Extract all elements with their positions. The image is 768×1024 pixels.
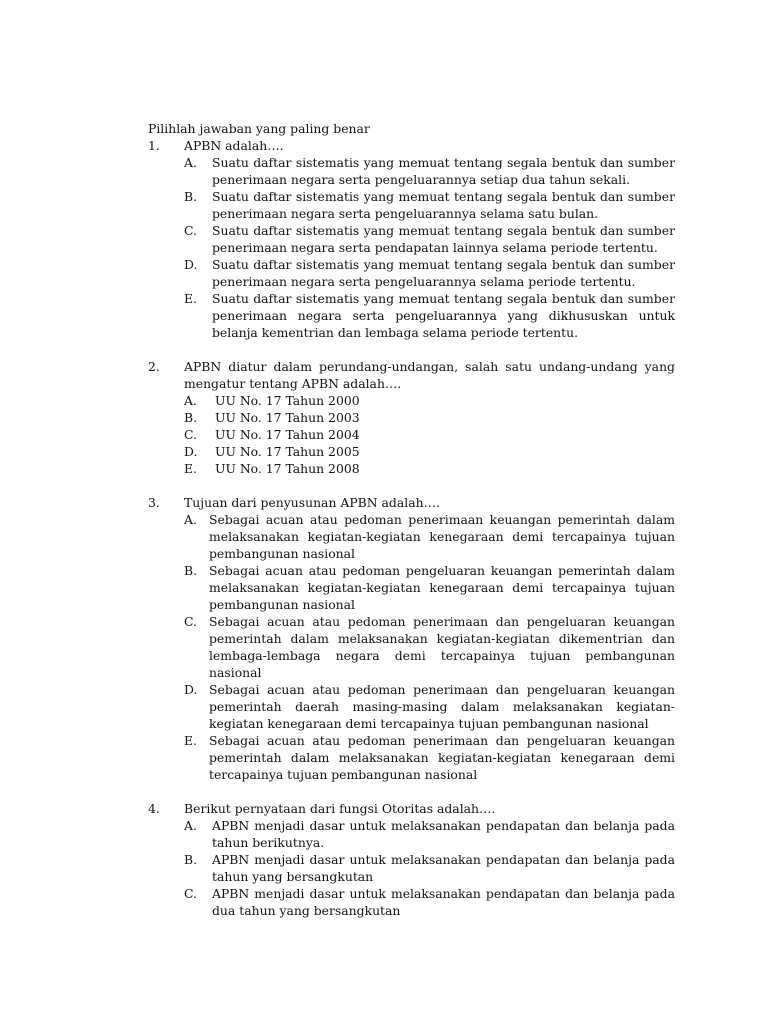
option-text: Suatu daftar sistematis yang memuat tentang segala bentuk dan sumber penerimaan negara serta pengeluarannya setiap dua tahun sekali. (212, 155, 675, 187)
option-letter: D. (184, 444, 198, 459)
option-list (184, 392, 675, 477)
option-b (184, 188, 675, 222)
question-2 (148, 358, 675, 477)
option-text: APBN menjadi dasar untuk melaksanakan pendapatan dan belanja pada dua tahun yang bersangkutan (212, 886, 675, 918)
question-3 (148, 494, 675, 783)
option-letter: B. (184, 563, 198, 578)
option-letter: E. (184, 291, 197, 306)
option-letter: C. (184, 886, 197, 901)
quiz-content (148, 120, 675, 919)
option-a (184, 817, 675, 851)
option-c (184, 885, 675, 919)
option-c (184, 426, 675, 443)
option-letter: A. (184, 818, 197, 833)
option-letter: B. (184, 189, 198, 204)
question-number: 2. (148, 359, 160, 374)
option-d (184, 256, 675, 290)
question-4 (148, 800, 675, 919)
option-b (184, 562, 675, 613)
option-e (184, 460, 675, 477)
option-list (184, 817, 675, 919)
option-letter: D. (184, 682, 198, 697)
option-list (184, 511, 675, 783)
option-text: Suatu daftar sistematis yang memuat tentang segala bentuk dan sumber penerimaan negara serta pengeluarannya yang dikhususkan untuk belanja kementrian dan lembaga selama periode tertentu. (212, 291, 675, 340)
question-body (184, 800, 675, 919)
option-c (184, 613, 675, 681)
question-number: 4. (148, 801, 160, 816)
option-letter: D. (184, 257, 198, 272)
option-text: APBN menjadi dasar untuk melaksanakan pendapatan dan belanja pada tahun berikutnya. (212, 818, 675, 850)
option-a (184, 392, 675, 409)
option-b (184, 851, 675, 885)
option-text: UU No. 17 Tahun 2005 (215, 444, 360, 459)
option-text: Suatu daftar sistematis yang memuat tentang segala bentuk dan sumber penerimaan negara serta pendapatan lainnya selama periode tertentu. (212, 223, 675, 255)
option-c (184, 222, 675, 256)
question-number: 3. (148, 495, 160, 510)
option-d (184, 443, 675, 460)
option-letter: C. (184, 614, 197, 629)
option-e (184, 732, 675, 783)
option-letter: A. (184, 155, 197, 170)
option-text: Sebagai acuan atau pedoman penerimaan dan pengeluaran keuangan pemerintah dalam melaksanakan kegiatan-kegiatan kenegaraan demi tercapainya tujuan pembangunan nasional (209, 733, 675, 782)
question-body (184, 358, 675, 477)
option-text: APBN menjadi dasar untuk melaksanakan pendapatan dan belanja pada tahun yang bersangkutan (212, 852, 675, 884)
option-letter: A. (184, 512, 197, 527)
option-a (184, 154, 675, 188)
question-body (184, 137, 675, 341)
option-text: UU No. 17 Tahun 2008 (215, 461, 360, 476)
question-1 (148, 137, 675, 341)
option-text: Sebagai acuan atau pedoman penerimaan keuangan pemerintah dalam melaksanakan kegiatan-kegiatan kenegaraan demi tercapainya tujuan pembangunan nasional (209, 512, 675, 561)
option-list (184, 154, 675, 341)
option-letter: A. (184, 393, 197, 408)
question-stem: Tujuan dari penyusunan APBN adalah…. (184, 495, 440, 510)
option-b (184, 409, 675, 426)
option-text: Suatu daftar sistematis yang memuat tentang segala bentuk dan sumber penerimaan negara serta pengeluarannya selama periode tertentu. (212, 257, 675, 289)
option-text: Suatu daftar sistematis yang memuat tentang segala bentuk dan sumber penerimaan negara serta pengeluarannya selama satu bulan. (212, 189, 675, 221)
option-text: Sebagai acuan atau pedoman penerimaan dan pengeluaran keuangan pemerintah dalam melaksanakan kegiatan-kegiatan dikementrian dan lembaga-lembaga negara demi tercapainya tujuan pembangunan nasional (209, 614, 675, 680)
option-e (184, 290, 675, 341)
question-stem: APBN diatur dalam perundang-undangan, salah satu undang-undang yang mengatur tentang APBN adalah…. (184, 359, 675, 391)
option-text: UU No. 17 Tahun 2004 (215, 427, 360, 442)
option-letter: B. (184, 410, 198, 425)
option-letter: C. (184, 427, 197, 442)
option-text: Sebagai acuan atau pedoman pengeluaran keuangan pemerintah dalam melaksanakan kegiatan-kegiatan kenegaraan demi tercapainya tujuan pembangunan nasional (209, 563, 675, 612)
option-letter: E. (184, 733, 197, 748)
option-a (184, 511, 675, 562)
option-text: UU No. 17 Tahun 2003 (215, 410, 360, 425)
option-letter: B. (184, 852, 198, 867)
question-number: 1. (148, 138, 160, 153)
instruction-text: Pilihlah jawaban yang paling benar (148, 121, 370, 136)
question-stem: Berikut pernyataan dari fungsi Otoritas adalah…. (184, 801, 496, 816)
option-letter: E. (184, 461, 197, 476)
option-text: UU No. 17 Tahun 2000 (215, 393, 360, 408)
option-text: Sebagai acuan atau pedoman penerimaan dan pengeluaran keuangan pemerintah daerah masing-masing dalam melaksanakan kegiatan-kegiatan kenegaraan demi tercapainya tujuan pembangunan nasional (209, 682, 675, 731)
question-body (184, 494, 675, 783)
question-stem: APBN adalah…. (184, 138, 284, 153)
option-letter: C. (184, 223, 197, 238)
option-d (184, 681, 675, 732)
